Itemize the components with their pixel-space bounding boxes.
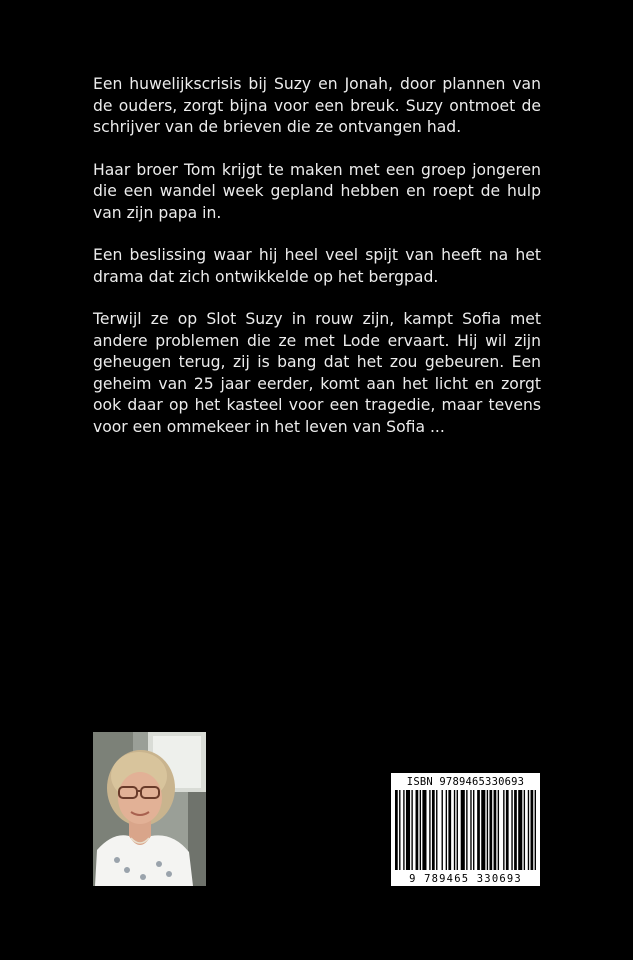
isbn-barcode (391, 773, 540, 886)
blurb-paragraph-2: Haar broer Tom krijgt te maken met een groep jongeren die een wandel week gepland hebben en roept de hulp van zijn papa in. (93, 160, 541, 222)
blurb-paragraph-4: Terwijl ze op Slot Suzy in rouw zijn, kampt Sofia met andere problemen die ze met Lode ervaart. Hij wil zijn geheugen terug, zij is bang dat het zou gebeuren. Een geheim van 25 jaar eerder, komt aan het licht en zorgt ook daar op het kasteel voor een tragedie, maar tevens voor een ommekeer in het leven van Sofia ... (93, 310, 541, 436)
barcode-digits: 9 789465 330693 (409, 873, 522, 885)
author-portrait-image (93, 732, 206, 886)
blurb-paragraph-1: Een huwelijkscrisis bij Suzy en Jonah, door plannen van de ouders, zorgt bijna voor een breuk. Suzy ontmoet de schrijver van de brieven die ze ontvangen had. (93, 75, 541, 136)
barcode-bars (395, 790, 536, 870)
blurb-paragraph-3: Een beslissing waar hij heel veel spijt van heeft na het drama dat zich ontwikkelde op het bergpad. (93, 246, 541, 286)
author-photo (93, 732, 206, 886)
blurb-text (93, 74, 541, 459)
isbn-label: ISBN 9789465330693 (406, 776, 525, 788)
